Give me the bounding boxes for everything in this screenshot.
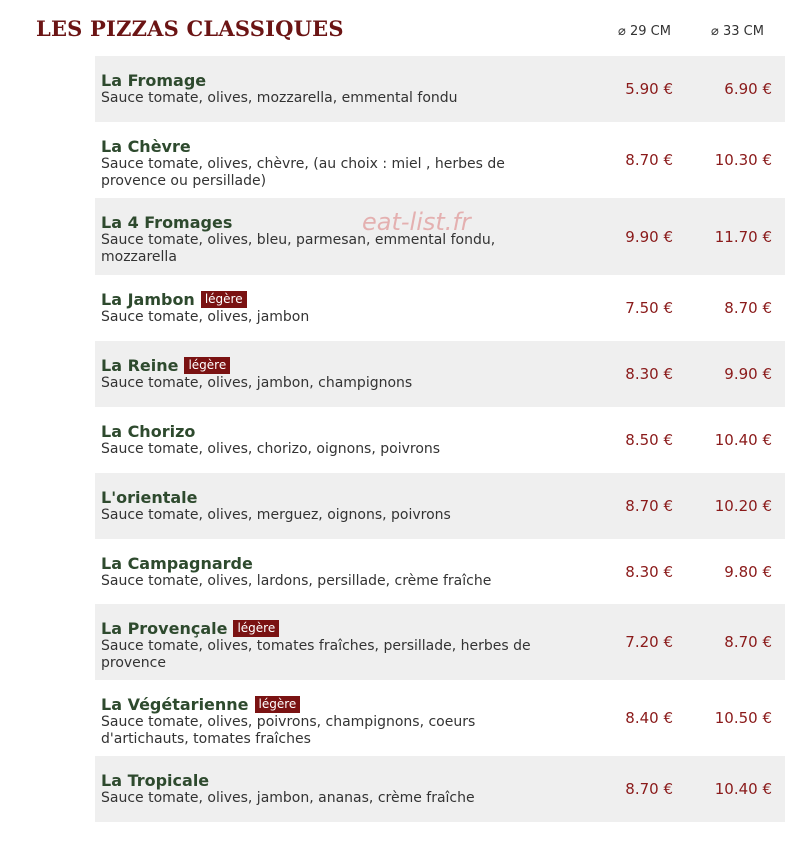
pizza-row [95, 341, 785, 407]
pizza-name: La Provençale [101, 618, 228, 638]
price-33cm: 9.80 € [724, 562, 772, 581]
pizza-name: L'orientale [101, 487, 198, 507]
pizza-name: La Campagnarde [101, 553, 253, 573]
price-33cm: 8.70 € [724, 633, 772, 651]
pizza-name: La Tropicale [101, 770, 210, 790]
pizza-heading [101, 694, 785, 714]
pizza-row [95, 122, 785, 198]
price-33cm: 10.40 € [714, 780, 772, 798]
light-badge: légère [255, 696, 301, 713]
price-29cm: 8.30 € [625, 365, 673, 383]
price-29cm: 8.70 € [625, 497, 673, 515]
pizza-heading [101, 136, 785, 156]
pizza-row [95, 680, 785, 756]
price-29cm: 8.70 € [625, 780, 673, 798]
pizza-description: Sauce tomate, olives, jambon [101, 309, 310, 325]
pizza-row [95, 539, 785, 604]
price-29cm: 7.50 € [625, 299, 673, 317]
watermark: eat-list.fr [362, 208, 471, 236]
price-33cm: 10.50 € [714, 709, 772, 727]
pizza-description: Sauce tomate, olives, merguez, oignons, poivrons [101, 507, 451, 523]
light-badge: légère [233, 620, 279, 637]
price-33cm: 8.70 € [724, 299, 772, 317]
price-33cm: 10.40 € [714, 431, 772, 449]
price-29cm: 9.90 € [625, 227, 673, 246]
pizza-row [95, 473, 785, 539]
price-29cm: 8.30 € [625, 562, 673, 581]
light-badge: légère [184, 357, 230, 374]
pizza-heading [101, 770, 785, 790]
pizza-name: La Reine [101, 355, 179, 375]
size-29cm-header: ⌀ 29 CM [618, 24, 671, 39]
pizza-description: Sauce tomate, olives, chorizo, oignons, poivrons [101, 441, 441, 457]
pizza-heading [101, 618, 785, 638]
pizza-heading [101, 553, 785, 573]
pizza-name: La Végétarienne [101, 694, 249, 714]
pizza-row [95, 756, 785, 822]
price-29cm: 8.40 € [625, 709, 673, 727]
pizza-row [95, 56, 785, 122]
price-33cm: 6.90 € [724, 80, 772, 98]
pizza-description: Sauce tomate, olives, mozzarella, emmental fondu [101, 90, 458, 106]
pizza-description: Sauce tomate, olives, jambon, champignons [101, 375, 413, 391]
pizza-description: Sauce tomate, olives, poivrons, champignons, coeurs d'artichauts, tomates fraîches [101, 714, 476, 747]
pizza-heading [101, 70, 785, 90]
pizza-name: La 4 Fromages [101, 212, 233, 232]
section-title: LES PIZZAS CLASSIQUES [36, 16, 344, 41]
pizza-heading [101, 421, 785, 441]
pizza-name: La Jambon [101, 289, 195, 309]
pizza-description: Sauce tomate, olives, lardons, persillade, crème fraîche [101, 573, 492, 589]
pizza-description: Sauce tomate, olives, bleu, parmesan, emmental fondu, mozzarella [101, 232, 496, 265]
price-29cm: 8.50 € [625, 431, 673, 449]
pizza-row [95, 275, 785, 341]
size-33cm-header: ⌀ 33 CM [711, 24, 764, 39]
price-33cm: 10.30 € [714, 151, 772, 169]
price-29cm: 5.90 € [625, 80, 673, 98]
price-33cm: 11.70 € [714, 227, 772, 246]
pizza-heading [101, 487, 785, 507]
pizza-name: La Chorizo [101, 421, 196, 441]
pizza-heading [101, 355, 785, 375]
pizza-description: Sauce tomate, olives, jambon, ananas, crème fraîche [101, 790, 475, 806]
menu-header [0, 0, 799, 56]
pizza-description: Sauce tomate, olives, tomates fraîches, persillade, herbes de provence [101, 638, 531, 671]
pizza-name: La Chèvre [101, 136, 191, 156]
price-33cm: 9.90 € [724, 365, 772, 383]
price-33cm: 10.20 € [714, 497, 772, 515]
pizza-list [95, 56, 785, 822]
pizza-name: La Fromage [101, 70, 207, 90]
pizza-heading [101, 289, 785, 309]
pizza-description: Sauce tomate, olives, chèvre, (au choix : miel , herbes de provence ou persillade) [101, 156, 505, 189]
light-badge: légère [201, 291, 247, 308]
pizza-row [95, 604, 785, 680]
price-29cm: 7.20 € [625, 633, 673, 651]
price-29cm: 8.70 € [625, 151, 673, 169]
pizza-row [95, 407, 785, 473]
